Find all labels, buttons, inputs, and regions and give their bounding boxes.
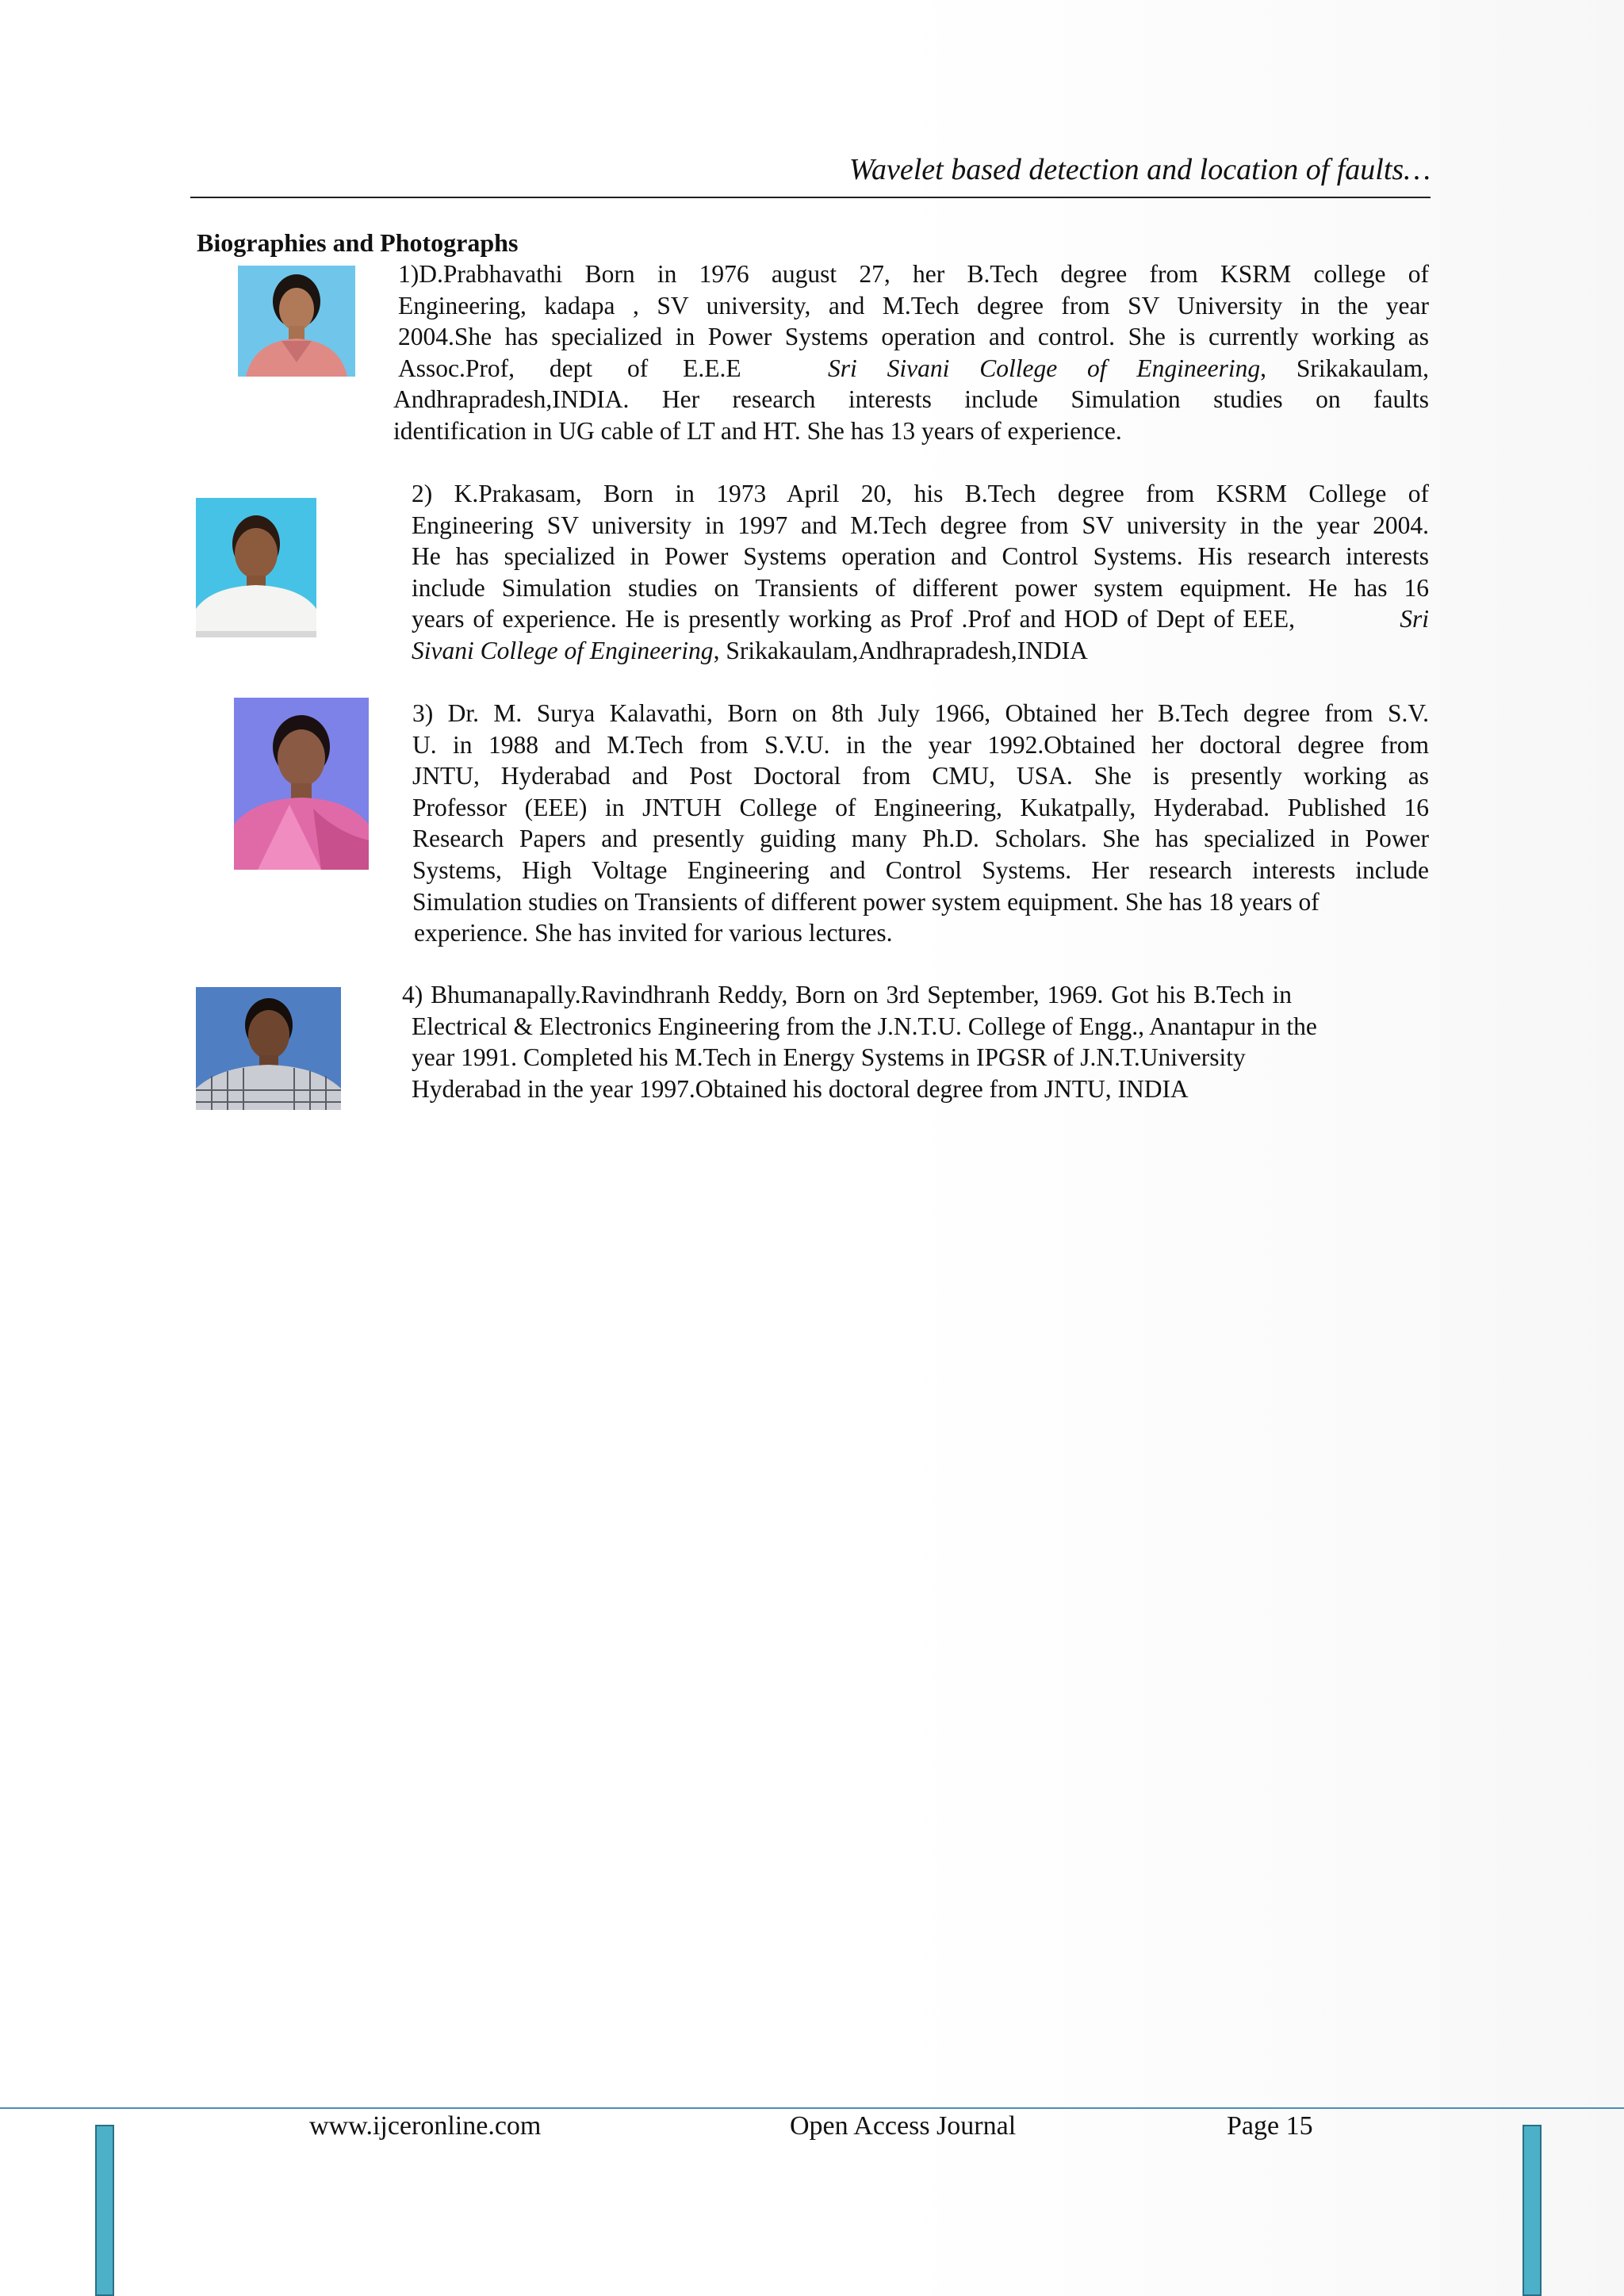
bio-4	[402, 979, 1429, 1104]
bio-line: Hyderabad in the year 1997.Obtained his doctoral degree from JNTU, INDIA	[412, 1074, 1189, 1103]
header-rule	[190, 197, 1431, 198]
author-photo-4	[196, 987, 341, 1110]
bio-line: He has specialized in Power Systems operation and Control Systems. His research interests	[412, 542, 1429, 571]
college-name-text: Sivani College of Engineering	[412, 636, 714, 664]
bio-3	[412, 698, 1429, 949]
bio-line-mixed	[412, 635, 1429, 667]
bio-line: U. in 1988 and M.Tech from S.V.U. in the year 1992.Obtained her doctoral degree from	[412, 730, 1429, 759]
bio-line: JNTU, Hyderabad and Post Doctoral from CMU, USA. She is presently working as	[412, 762, 1429, 790]
bio-line: year 1991. Completed his M.Tech in Energy Systems in IPGSR of J.N.T.University	[412, 1043, 1246, 1072]
bio-1	[393, 258, 1429, 447]
bio-line: 2004.She has specialized in Power Systems operation and control. She is currently working as	[398, 323, 1429, 351]
running-header: Wavelet based detection and location of faults…	[848, 153, 1431, 186]
bio-text-segment: , Srikakaulam,Andhrapradesh,INDIA	[713, 636, 1088, 664]
bio-line: Engineering SV university in 1997 and M.Tech degree from SV university in the year 2004.	[412, 511, 1429, 539]
bio-line: identification in UG cable of LT and HT. She has 13 years of experience.	[393, 416, 1122, 445]
bio-line: Electrical & Electronics Engineering from the J.N.T.U. College of Engg., Anantapur in the	[412, 1012, 1317, 1040]
bio-2	[412, 478, 1429, 667]
bio-text-segment: Assoc.Prof, dept of E.E.E	[398, 354, 741, 382]
author-photo-3	[234, 698, 369, 870]
footer-website-link[interactable]: www.ijceronline.com	[309, 2111, 542, 2141]
college-name-text: Sri Sivani College of Engineering	[827, 354, 1261, 382]
footer-page-number: Page 15	[1227, 2111, 1313, 2141]
footer-right-bar	[1522, 2125, 1542, 2296]
bio-line: Research Papers and presently guiding many Ph.D. Scholars. She has specialized in Power	[412, 825, 1429, 853]
bio-line: 3) Dr. M. Surya Kalavathi, Born on 8th July 1966, Obtained her B.Tech degree from S.V.	[412, 699, 1429, 727]
college-name-part: Sri	[1400, 605, 1429, 633]
footer-journal-label: Open Access Journal	[790, 2111, 1017, 2141]
bio-line: 2) K.Prakasam, Born in 1973 April 20, his B.Tech degree from KSRM College of	[412, 480, 1429, 507]
bio-line: Professor (EEE) in JNTUH College of Engineering, Kukatpally, Hyderabad. Published 16	[412, 793, 1429, 821]
college-name	[828, 353, 1429, 385]
bio-line-mixed	[393, 353, 1429, 385]
bio-line-mixed	[412, 603, 1429, 635]
author-photo-1	[238, 266, 355, 377]
bio-line: Simulation studies on Transients of different power system equipment. She has 18 years of	[412, 887, 1320, 916]
bio-line: experience. She has invited for various lectures.	[414, 919, 893, 947]
bio-line: 4) Bhumanapally.Ravindhranh Reddy, Born on 3rd September, 1969. Got his B.Tech in	[402, 981, 1293, 1008]
bio-text-segment: years of experience. He is presently working as Prof .Prof and HOD of Dept of EEE,	[412, 605, 1295, 633]
section-heading: Biographies and Photographs	[197, 228, 519, 257]
author-photo-2	[196, 498, 316, 637]
bio-line: Engineering, kadapa , SV university, and M.Tech degree from SV University in the year	[398, 291, 1429, 320]
bio-line: 1)D.Prabhavathi Born in 1976 august 27, her B.Tech degree from KSRM college of	[398, 260, 1429, 288]
bio-line: Systems, High Voltage Engineering and Control Systems. Her research interests include	[412, 855, 1429, 884]
bio-text-segment: , Srikakaulam,	[1260, 354, 1429, 382]
footer-left-bar	[95, 2125, 114, 2296]
bio-line: Andhrapradesh,INDIA. Her research interests include Simulation studies on faults	[393, 385, 1429, 414]
bio-line: include Simulation studies on Transients of different power system equipment. He has 16	[412, 573, 1429, 602]
